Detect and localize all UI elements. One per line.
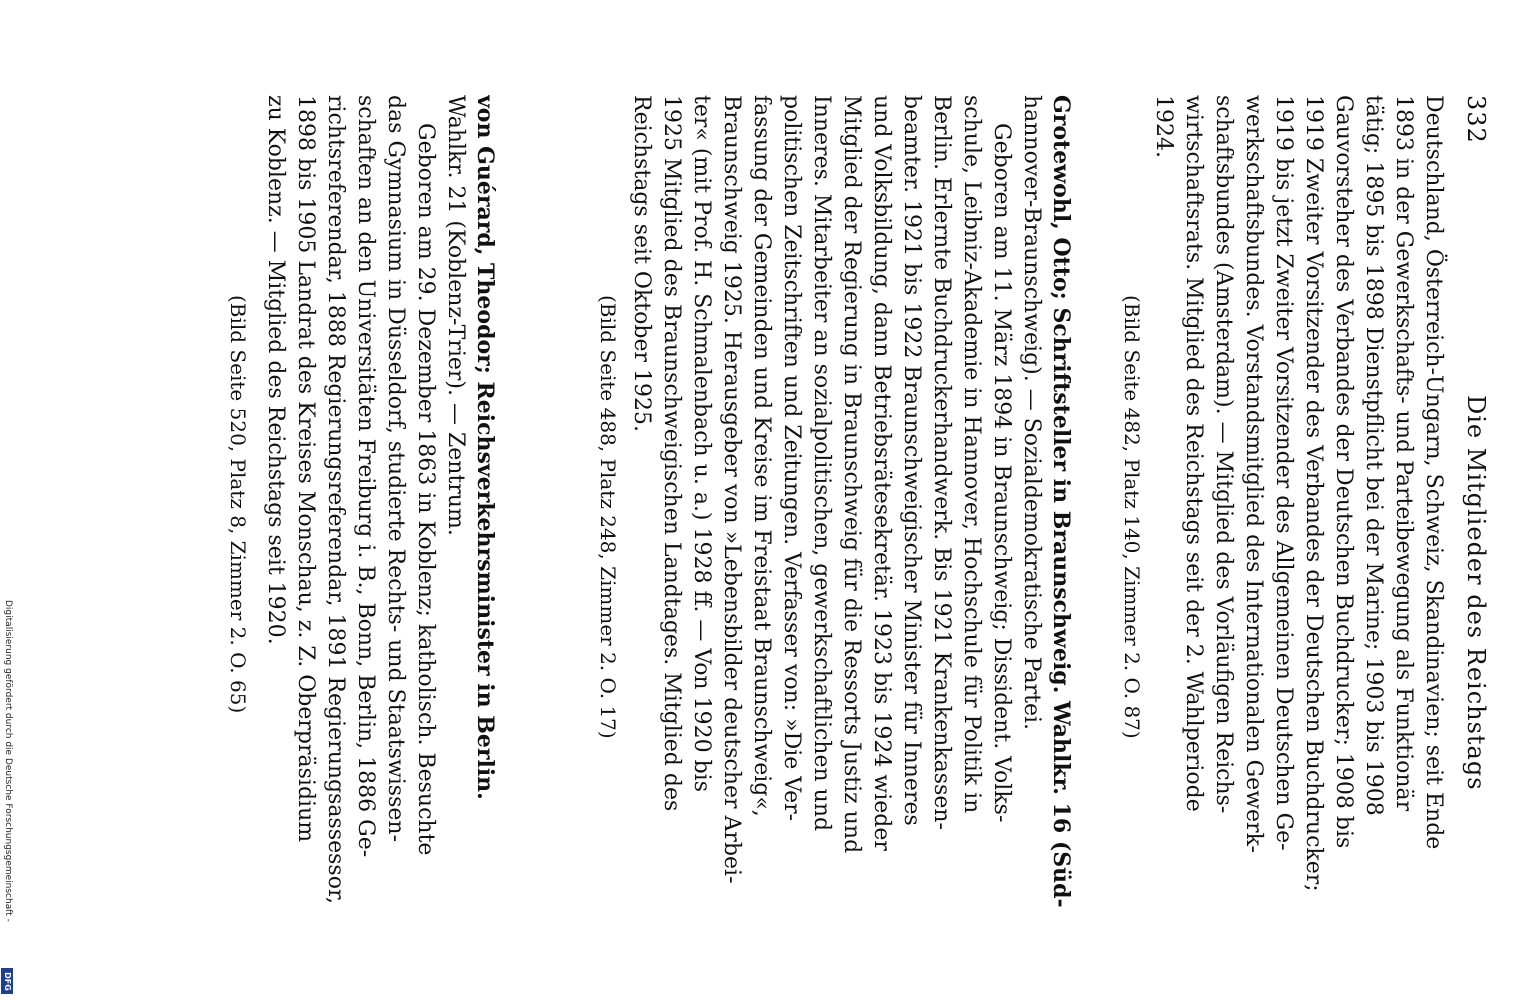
text-line: 1893 in der Gewerkschafts- und Parteibewegung als Funktionär [1391,95,1416,812]
text-line: Inneres. Mitarbeiter an sozialpolitischen, gewerkschaftlichen und [809,95,834,832]
text-line: hannover-Braunschweig). — Sozialdemokratische Partei. [1019,95,1044,730]
text-line: 1924. [1151,95,1176,158]
text-line: beamter. 1921 bis 1922 Braunschweigischer Minister für Inneres [899,95,924,826]
entry-heading: von Guérard, Theodor; Reichsverkehrsminister in Berlin. [472,95,498,800]
text-line: und Volksbildung, dann Betriebsrätesekretär. 1923 bis 1924 wieder [869,95,894,851]
text-line: Berlin. Erlernte Buchdruckerhandwerk. Bis 1921 Krankenkassen- [929,95,954,830]
text-line: Braunschweig 1925. Herausgeber von »Lebensbilder deutscher Arbei- [719,95,744,884]
text-line: zu Koblenz. — Mitglied des Reichstags seit 1920. [263,95,288,645]
text-line: Geboren am 29. Dezember 1863 in Koblenz; katholisch. Besuchte [413,123,438,856]
rotated-page [90,95,1490,975]
text-line: richtsreferendar, 1888 Regierungsreferendar, 1891 Regierungsassessor, [323,95,348,905]
text-line: werkschaftsbundes. Vorstandsmitglied des Internationalen Gewerk- [1241,95,1266,853]
picture-reference: (Bild Seite 482, Platz 140, Zimmer 2. O. 87) [1120,295,1144,739]
entry-continued [1148,95,1448,955]
entry-guerard [260,95,500,955]
page-header [1456,95,1490,955]
dfg-logo-icon [1,968,13,994]
text-line: 1919 bis jetzt Zweiter Vorsitzender des Allgemeinen Deutschen Ge- [1271,95,1296,851]
running-title: Die Mitglieder des Reichstags [1462,395,1490,791]
text-line: das Gymnasium in Düsseldorf, studierte Rechts- und Staatswissen- [383,95,408,843]
text-line: 1925 Mitglied des Braunschweigischen Landtages. Mitglied des [659,95,684,812]
text-line: tätig; 1895 bis 1898 Dienstpflicht bei der Marine; 1903 bis 1908 [1361,95,1386,816]
text-line: ter« (mit Prof. H. Schmalenbach u. a.) 1928 ff. — Von 1920 bis [689,95,714,792]
text-line: schaften an den Universitäten Freiburg i. B., Bonn, Berlin, 1886 Ge- [353,95,378,858]
text-line: Geboren am 11. März 1894 in Braunschweig; Dissident. Volks- [989,123,1014,823]
text-line: politischen Zeitschriften und Zeitungen. Verfasser von: »Die Ver- [779,95,804,822]
text-line: wirtschaftsrats. Mitglied des Reichstags seit der 2. Wahlperiode [1181,95,1206,812]
text-line: Gauvorsteher des Verbandes der Deutschen Buchdrucker; 1908 bis [1331,95,1356,849]
text-line: 1919 Zweiter Vorsitzender des Verbandes der Deutschen Buchdrucker; [1301,95,1326,892]
text-line: 1898 bis 1905 Landrat des Kreises Monschau, z. Z. Oberpräsidium [293,95,318,843]
page-number: 332 [1462,95,1490,144]
text-line: schule, Leibniz-Akademie in Hannover, Hochschule für Politik in [959,95,984,814]
text-line: Mitglied der Regierung in Braunschweig für die Ressorts Justiz und [839,95,864,854]
digitization-footer [0,600,14,1000]
text-line: Deutschland, Österreich-Ungarn, Schweiz, Skandinavien; seit Ende [1421,95,1446,850]
text-line: Wahlkr. 21 (Koblenz-Trier). — Zentrum. [443,95,468,536]
text-line: schaftsbundes (Amsterdam). — Mitglied des Vorläufigen Reichs- [1211,95,1236,814]
picture-reference: (Bild Seite 488, Platz 248, Zimmer 2. O. 17) [596,295,620,739]
dfg-logo-text: DFG [2,971,12,991]
picture-reference: (Bild Seite 520, Platz 8, Zimmer 2. O. 65) [226,295,250,714]
text-line: fassung der Gemeinden und Kreise im Freistaat Braunschweig«, [749,95,774,817]
entry-heading: Grotewohl, Otto; Schriftsteller in Braunschweig. Wahlkr. 16 (Süd- [1048,95,1074,908]
text-line: Reichstags seit Oktober 1925. [629,95,654,432]
entry-grotewohl [626,95,1076,955]
digitization-note: Digitalisierung gefördert durch die Deutsche Forschungsgemeinschaft - [3,600,13,922]
